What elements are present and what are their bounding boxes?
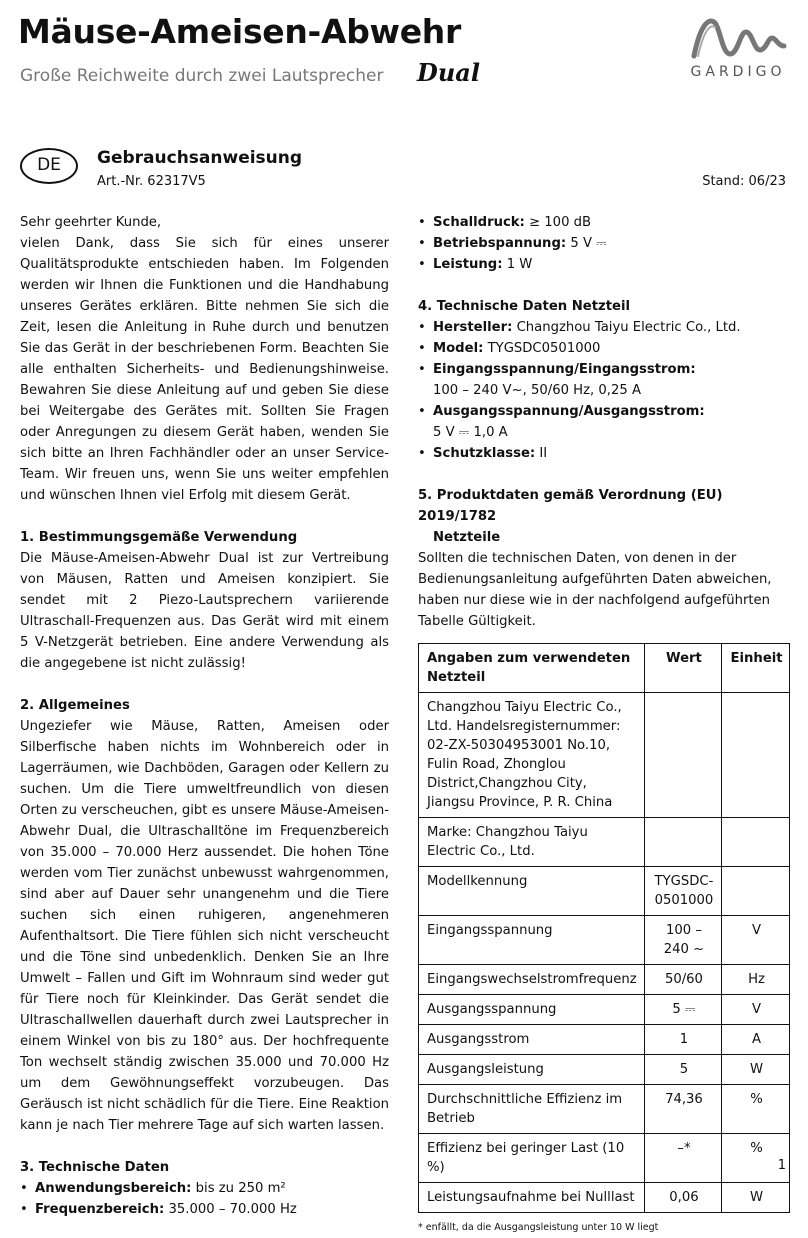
section-3-heading: 3. Technische Daten (20, 1160, 170, 1175)
doc-title: Gebrauchsanweisung (97, 148, 303, 168)
table-cell: Ausgangsstrom (419, 1025, 645, 1055)
table-footnote: * enfällt, da die Ausgangsleistung unter 10 W liegt (418, 1222, 659, 1233)
table-cell: Ausgangsspannung (419, 995, 645, 1025)
section-3-list (20, 1178, 389, 1220)
table-cell: Eingangswechselstromfrequenz (419, 965, 645, 995)
brand-logo (684, 14, 792, 84)
page-title: Mäuse-Ameisen-Abwehr (18, 12, 461, 51)
table-row (419, 916, 790, 965)
section-5-heading: 5. Produktdaten gemäß Verordnung (EU) 2019/1782 (418, 488, 723, 524)
table-cell (722, 818, 790, 867)
table-cell (644, 818, 721, 867)
subtitle-dual: Dual (417, 58, 480, 87)
section-4-list (418, 317, 790, 464)
table-cell: V (722, 995, 790, 1025)
table-cell: % (722, 1134, 790, 1183)
table-cell: 74,36 (644, 1085, 721, 1134)
list-item: • Leistung: 1 W (418, 254, 790, 275)
table-cell: TYGSDC-0501000 (644, 867, 721, 916)
table-row (419, 693, 790, 818)
table-header-row (419, 644, 790, 693)
language-badge: DE (20, 148, 78, 184)
table-cell: Durchschnittliche Effizienz im Betrieb (419, 1085, 645, 1134)
table-row (419, 995, 790, 1025)
table-cell: Ausgangsleistung (419, 1055, 645, 1085)
table-cell: V (722, 916, 790, 965)
section-2-heading: 2. Allgemeines (20, 698, 130, 713)
table-header-cell: Angaben zum verwendeten Netzteil (419, 644, 645, 693)
table-cell (722, 693, 790, 818)
table-row (419, 965, 790, 995)
table-row (419, 1025, 790, 1055)
right-column (418, 212, 790, 1238)
article-number: Art.-Nr. 62317V5 (97, 174, 206, 189)
left-column (20, 212, 389, 1220)
table-row (419, 818, 790, 867)
table-cell: 1 (644, 1025, 721, 1055)
table-row (419, 1134, 790, 1183)
table-cell: 50/60 (644, 965, 721, 995)
list-item: • Ausgangsspannung/Ausgangsstrom: 5 V ⎓ 1,0 A (418, 401, 790, 443)
list-item: • Anwendungsbereich: bis zu 250 m² (20, 1178, 389, 1199)
table-cell: 0,06 (644, 1183, 721, 1213)
stand-date: Stand: 06/23 (702, 174, 786, 189)
brand-name: GARDIGO (690, 64, 786, 80)
table-header-cell: Einheit (722, 644, 790, 693)
greeting: Sehr geehrter Kunde, (20, 215, 162, 230)
section-2-text: Ungeziefer wie Mäuse, Ratten, Ameisen oder Silberfische haben nichts im Wohnbereich oder in Lagerräumen, wie Dachböden, Garagen oder Kellern zu suchen. Um die Tiere umweltfreundlich von diesen Orten zu verscheuchen, gibt es unsere Mäuse-Ameisen-Abwehr Dual, die Ultraschalltöne im Frequenzbereich von 35.000 – 70.000 Herz aussendet. Die hohen Töne werden vom Tier zunächst unbewusst wahrgenommen, sind aber auf Dauer sehr unangenehm und die Tiere suchen sich einen ruhigeren, angenehmeren Aufenthaltsort. Die Tiere fühlen sich nicht verscheucht und die Töne sind unbedenklich. Denken Sie an Ihre Umwelt – Fallen und Gift im Wohnraum sind weder gut für Tiere noch für Kleinkinder. Das Gerät sendet die Ultraschallwellen dauerhaft durch zwei Lautsprecher in einem Winkel von bis zu 180° aus. Der hochfrequente Ton wechselt ständig zwischen 35.000 und 70.000 Hz um dem Gewöhnungseffekt vorzubeugen. Das Geräusch ist nicht schädlich für die Tiere. Eine Reaktion kann je nach Tier mehrere Tage auf sich warten lassen. (20, 719, 389, 1133)
table-cell (644, 693, 721, 818)
table-row (419, 1183, 790, 1213)
table-cell: Hz (722, 965, 790, 995)
page-number: 1 (777, 1158, 786, 1173)
table-cell: Leistungsaufnahme bei Nulllast (419, 1183, 645, 1213)
table-cell: 5 ⎓ (644, 995, 721, 1025)
table-row (419, 1085, 790, 1134)
section-5-heading-line2: Netzteile (433, 530, 501, 545)
table-cell: % (722, 1085, 790, 1134)
table-cell: A (722, 1025, 790, 1055)
list-item: • Model: TYGSDC0501000 (418, 338, 790, 359)
intro-text: vielen Dank, dass Sie sich für eines unserer Qualitätsprodukte entschieden haben. Im Folgenden werden wir Ihnen die Funktionen und die Handhabung unseres Gerätes erklären. Bitte nehmen Sie sich die Zeit, lesen die Anleitung in Ruhe durch und benutzen Sie das Gerät in der beschriebenen Form. Beachten Sie alle enthalten Sicherheits- und Bedienungshinweise. Bewahren Sie diese Anleitung auf und geben Sie diese bei Weitergabe des Gerätes mit. Sollten Sie Fragen oder Anregungen zu diesem Gerät haben, wenden Sie sich bitte an Ihren Fachhändler oder an unser Service-Team. Wir freuen uns, wenn Sie uns weiter empfehlen und wünschen Ihnen viel Erfolg mit diesem Gerät. (20, 236, 389, 503)
logo-wave-icon (684, 14, 792, 62)
section-1-text: Die Mäuse-Ameisen-Abwehr Dual ist zur Vertreibung von Mäusen, Ratten und Ameisen konzipiert. Sie sendet mit 2 Piezo-Lautsprechern variierende Ultraschall-Frequenzen aus. Das Gerät wird mit einem 5 V-Netzgerät betrieben. Eine andere Verwendung als die angegebene ist nicht zulässig! (20, 551, 389, 671)
page-subtitle: Große Reichweite durch zwei Lautsprecher (20, 66, 384, 86)
table-cell: Marke: Changzhou Taiyu Electric Co., Ltd. (419, 818, 645, 867)
list-item: • Eingangsspannung/Eingangsstrom: 100 – 240 V~, 50/60 Hz, 0,25 A (418, 359, 790, 401)
section-1-heading: 1. Bestimmungsgemäße Verwendung (20, 530, 298, 545)
section-3-list-continued (418, 212, 790, 275)
table-cell: 5 (644, 1055, 721, 1085)
table-cell: Modellkennung (419, 867, 645, 916)
list-item: • Schutzklasse: II (418, 443, 790, 464)
table-cell: W (722, 1183, 790, 1213)
list-item: • Schalldruck: ≥ 100 dB (418, 212, 790, 233)
power-supply-table (418, 643, 790, 1213)
table-cell: Eingangsspannung (419, 916, 645, 965)
table-cell (722, 867, 790, 916)
list-item: • Frequenzbereich: 35.000 – 70.000 Hz (20, 1199, 389, 1220)
table-header-cell: Wert (644, 644, 721, 693)
list-item: • Betriebspannung: 5 V ⎓ (418, 233, 790, 254)
table-cell: W (722, 1055, 790, 1085)
list-item: • Hersteller: Changzhou Taiyu Electric Co., Ltd. (418, 317, 790, 338)
table-cell: Effizienz bei geringer Last (10 %) (419, 1134, 645, 1183)
section-4-heading: 4. Technische Daten Netzteil (418, 299, 630, 314)
section-5-text: Sollten die technischen Daten, von denen in der Bedienungsanleitung aufgeführten Daten abweichen, haben nur diese wie in der nachfolgend aufgeführten Tabelle Gültigkeit. (418, 551, 772, 629)
table-cell: –* (644, 1134, 721, 1183)
table-row (419, 1055, 790, 1085)
table-cell: Changzhou Taiyu Electric Co., Ltd. Handelsregisternummer: 02-ZX-50304953001 No.10, Fulin Road, Zhonglou District,Changzhou City, Jiangsu Province, P. R. China (419, 693, 645, 818)
table-cell: 100 – 240 ~ (644, 916, 721, 965)
table-row (419, 867, 790, 916)
